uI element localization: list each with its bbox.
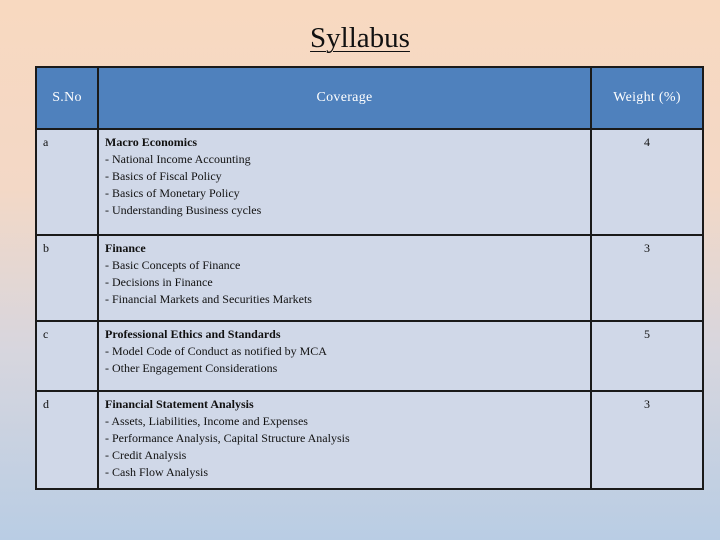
row-weight: 4: [591, 129, 703, 235]
row-item: - Decisions in Finance: [105, 275, 213, 289]
row-coverage: [98, 129, 591, 235]
row-item: - National Income Accounting: [105, 152, 251, 166]
table-row: [36, 321, 703, 391]
row-weight: 3: [591, 235, 703, 321]
row-sno: a: [36, 129, 98, 235]
row-item: - Assets, Liabilities, Income and Expenses: [105, 414, 308, 428]
table-row: [36, 129, 703, 235]
row-item: - Other Engagement Considerations: [105, 361, 278, 375]
row-topic: Macro Economics: [105, 135, 198, 149]
row-topic: Finance: [105, 241, 146, 255]
row-weight: 3: [591, 391, 703, 489]
syllabus-table: [35, 66, 704, 490]
table-row: [36, 235, 703, 321]
table-row: [36, 391, 703, 489]
row-topic: Professional Ethics and Standards: [105, 327, 281, 341]
row-item: - Cash Flow Analysis: [105, 465, 209, 479]
row-coverage: [98, 235, 591, 321]
table-header-row: [36, 67, 703, 129]
header-sno: S.No: [36, 67, 98, 129]
row-item: - Basics of Monetary Policy: [105, 186, 240, 200]
row-weight: 5: [591, 321, 703, 391]
row-item: - Performance Analysis, Capital Structure Analysis: [105, 431, 350, 445]
row-item: - Credit Analysis: [105, 448, 187, 462]
header-coverage: Coverage: [98, 67, 591, 129]
row-coverage: [98, 321, 591, 391]
row-sno: c: [36, 321, 98, 391]
page-title: Syllabus: [310, 22, 410, 54]
header-weight: Weight (%): [591, 67, 703, 129]
row-sno: b: [36, 235, 98, 321]
row-topic: Financial Statement Analysis: [105, 397, 254, 411]
row-item: - Basics of Fiscal Policy: [105, 169, 222, 183]
row-item: - Basic Concepts of Finance: [105, 258, 241, 272]
row-item: - Model Code of Conduct as notified by MCA: [105, 344, 327, 358]
row-coverage: [98, 391, 591, 489]
row-sno: d: [36, 391, 98, 489]
row-item: - Understanding Business cycles: [105, 203, 262, 217]
row-item: - Financial Markets and Securities Markets: [105, 292, 312, 306]
